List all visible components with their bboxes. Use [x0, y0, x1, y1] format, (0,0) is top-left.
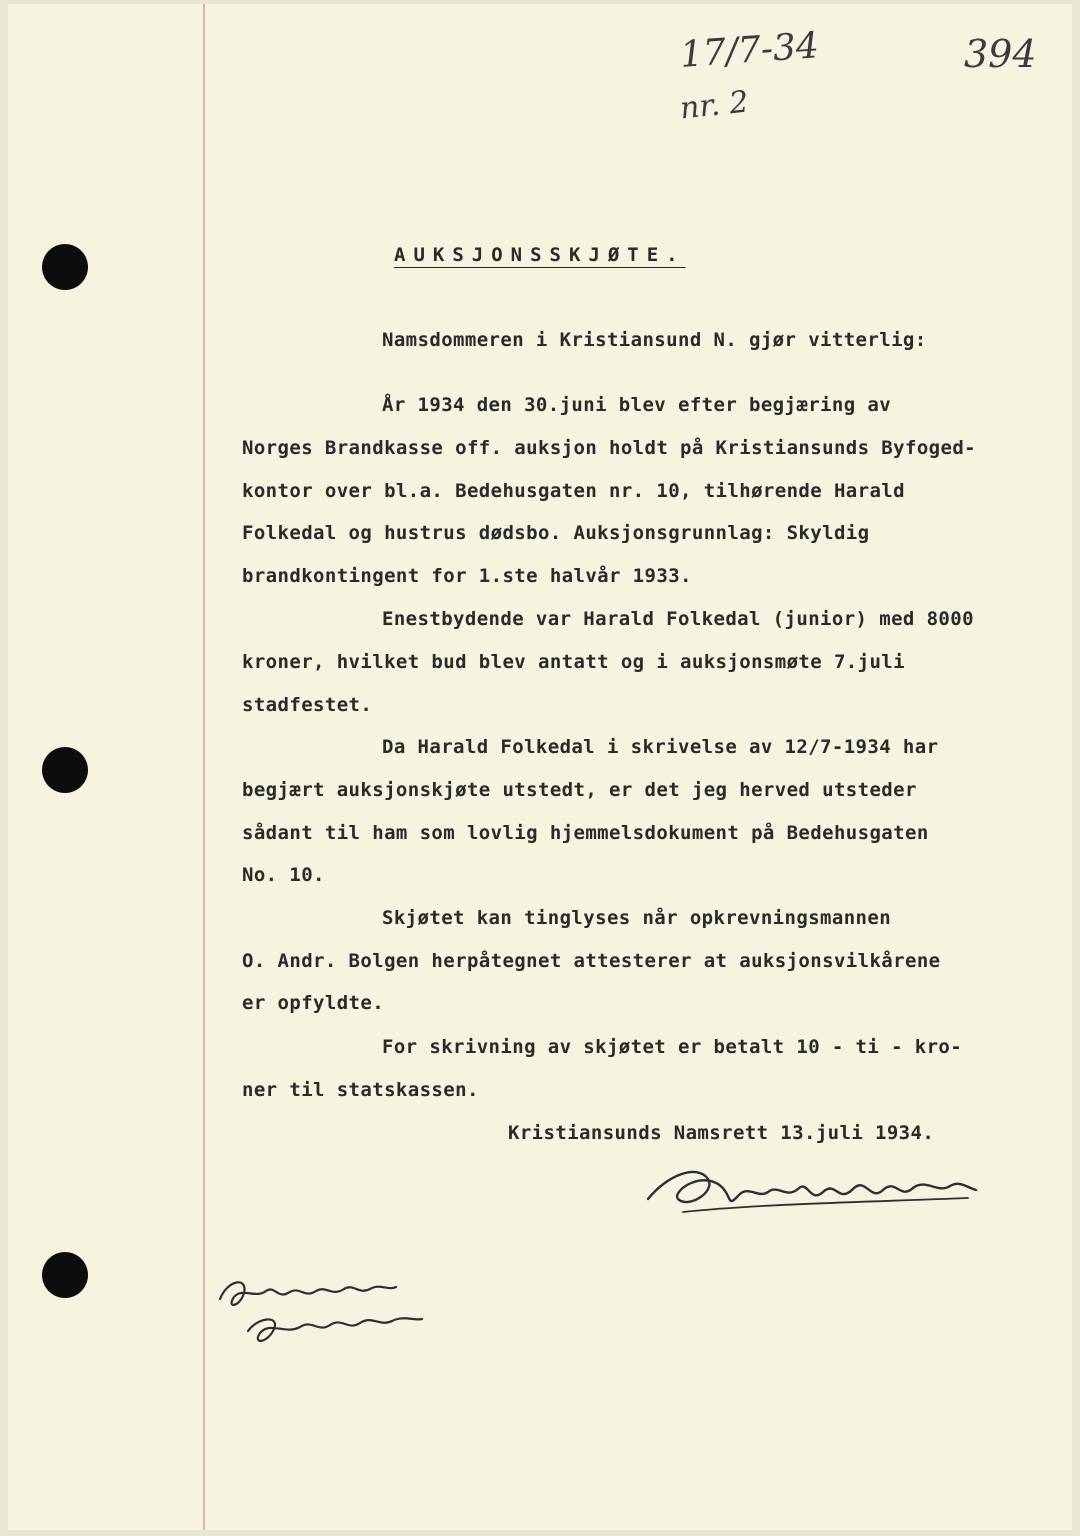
body-line: O. Andr. Bolgen herpåtegnet attesterer at auksjonsvilkårene	[242, 950, 941, 972]
body-line: kontor over bl.a. Bedehusgaten nr. 10, tilhørende Harald	[242, 480, 905, 502]
document-title: AUKSJONSSKJØTE.	[394, 244, 686, 266]
body-line: ner til statskassen.	[242, 1079, 479, 1101]
body-line: År 1934 den 30.juni blev efter begjæring av	[382, 394, 892, 416]
body-line: sådant til ham som lovlig hjemmelsdokument på Bedehusgaten	[242, 822, 929, 844]
page-number: 394	[964, 32, 1037, 76]
margin-rule	[203, 4, 205, 1530]
body-line: stadfestet.	[242, 694, 373, 716]
body-line: Enestbydende var Harald Folkedal (junior) med 8000	[382, 608, 974, 630]
punch-hole-top	[42, 244, 88, 290]
date-annotation: 17/7-34	[678, 25, 821, 76]
judge-signature	[638, 1154, 988, 1224]
body-line: Folkedal og hustrus dødsbo. Auksjonsgrunnlag: Skyldig	[242, 522, 870, 544]
body-line: No. 10.	[242, 864, 325, 886]
place-date-line: Kristiansunds Namsrett 13.juli 1934.	[508, 1122, 935, 1144]
punch-hole-middle	[42, 747, 88, 793]
body-line: begjært auksjonskjøte utstedt, er det jeg herved utsteder	[242, 779, 917, 801]
body-line: Skjøtet kan tinglyses når opkrevningsmannen	[382, 907, 892, 929]
body-line: Norges Brandkasse off. auksjon holdt på Kristiansunds Byfoged-	[242, 437, 977, 459]
number-annotation: nr. 2	[678, 84, 751, 127]
body-line: er opfyldte.	[242, 992, 385, 1014]
body-line: Namsdommeren i Kristiansund N. gjør vitterlig:	[382, 329, 927, 351]
punch-hole-bottom	[42, 1252, 88, 1298]
margin-registration-note	[208, 1269, 438, 1369]
body-line: Da Harald Folkedal i skrivelse av 12/7-1934 har	[382, 736, 939, 758]
body-line: For skrivning av skjøtet er betalt 10 - ti - kro-	[382, 1036, 963, 1058]
body-line: kroner, hvilket bud blev antatt og i auksjonsmøte 7.juli	[242, 651, 905, 673]
body-line: brandkontingent for 1.ste halvår 1933.	[242, 565, 692, 587]
document-page	[8, 4, 1072, 1530]
